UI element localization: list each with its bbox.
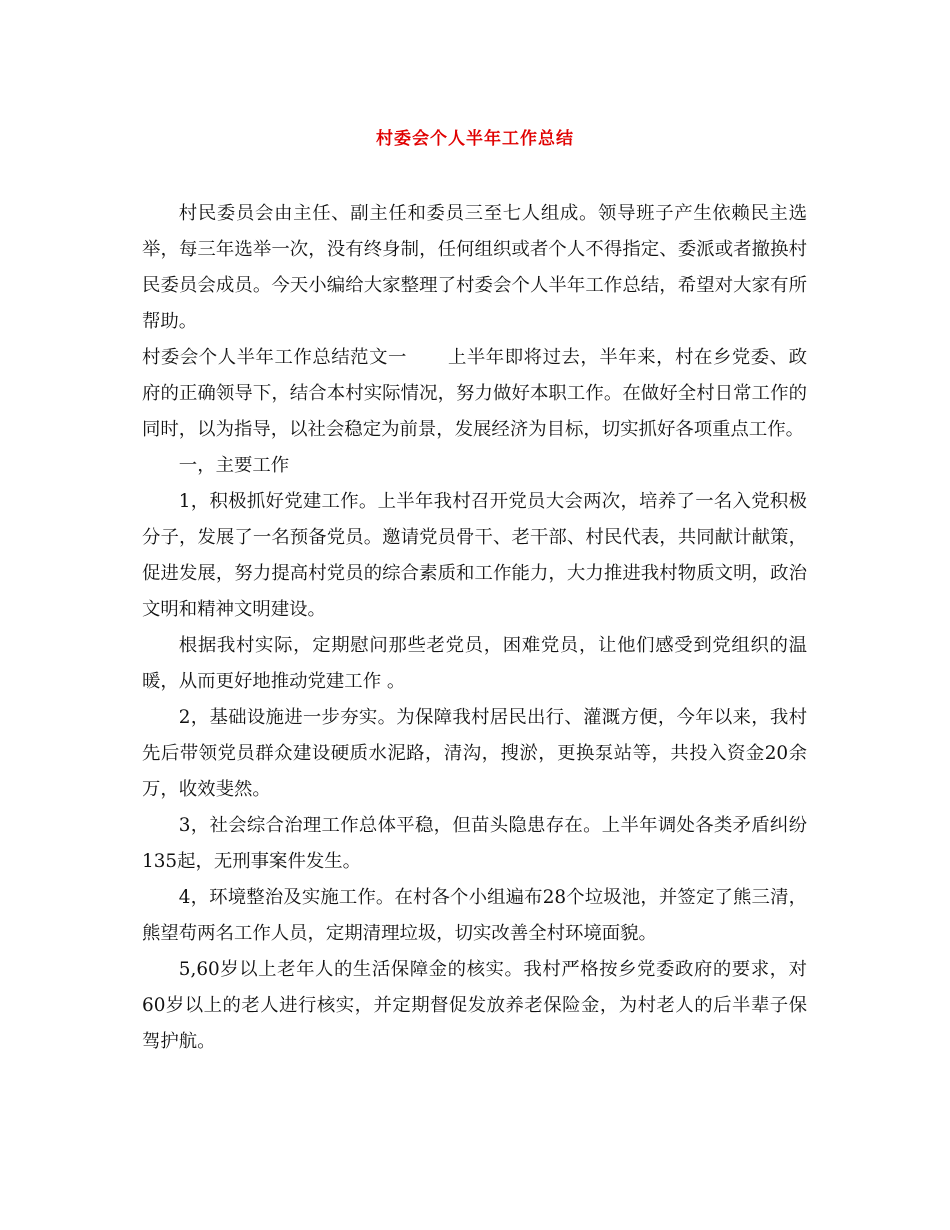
paragraph-party-building: 1，积极抓好党建工作。上半年我村召开党员大会两次，培养了一名入党积极分子，发展了一名预备党员。邀请党员骨干、老干部、村民代表，共同献计献策，促进发展，努力提高村党员的综合素质和工作能力，大力推进我村物质文明，政治文明和精神文明建设。 xyxy=(142,491,807,620)
sample-lead: 上半年即将过去，半年来，村在乡党委、政府的正确领导下，结合本村实际情况，努力做好本职工作。在做好全村日常工作的同时，以为指导，以社会稳定为前景，发展经济为目标，切实抓好各项重点工作。 xyxy=(142,347,807,440)
paragraph-elderly: 5,60岁以上老年人的生活保障金的核实。我村严格按乡党委政府的要求，对60岁以上的老人进行核实，并定期督促发放养老保险金，为村老人的后半辈子保驾护航。 xyxy=(142,959,807,1052)
intro-paragraph: 村民委员会由主任、副主任和委员三至七人组成。领导班子产生依赖民主选举，每三年选举一次，没有终身制，任何组织或者个人不得指定、委派或者撤换村民委员会成员。今天小编给大家整理了村委会个人半年工作总结，希望对大家有所帮助。 xyxy=(142,203,807,332)
document-body xyxy=(142,196,807,1060)
paragraph-infrastructure: 2，基础设施进一步夯实。为保障我村居民出行、灌溉方便，今年以来，我村先后带领党员群众建设硬质水泥路，清沟，搜淤，更换泵站等，共投入资金20余万，收效斐然。 xyxy=(142,707,807,800)
section-heading: 一，主要工作 xyxy=(178,455,290,476)
paragraph-environment: 4，环境整治及实施工作。在村各个小组遍布28个垃圾池，并签定了熊三清，熊望苟两名工作人员，定期清理垃圾，切实改善全村环境面貌。 xyxy=(142,887,807,944)
document-title: 村委会个人半年工作总结 xyxy=(376,129,574,149)
paragraph-governance: 3，社会综合治理工作总体平稳，但苗头隐患存在。上半年调处各类矛盾纠纷135起，无刑事案件发生。 xyxy=(142,815,807,872)
paragraph-visits: 根据我村实际，定期慰问那些老党员，困难党员，让他们感受到党组织的温暖，从而更好地推动党建工作 。 xyxy=(142,635,807,692)
sample-heading: 村委会个人半年工作总结范文一 xyxy=(142,347,407,368)
sample-paragraph xyxy=(142,340,807,448)
